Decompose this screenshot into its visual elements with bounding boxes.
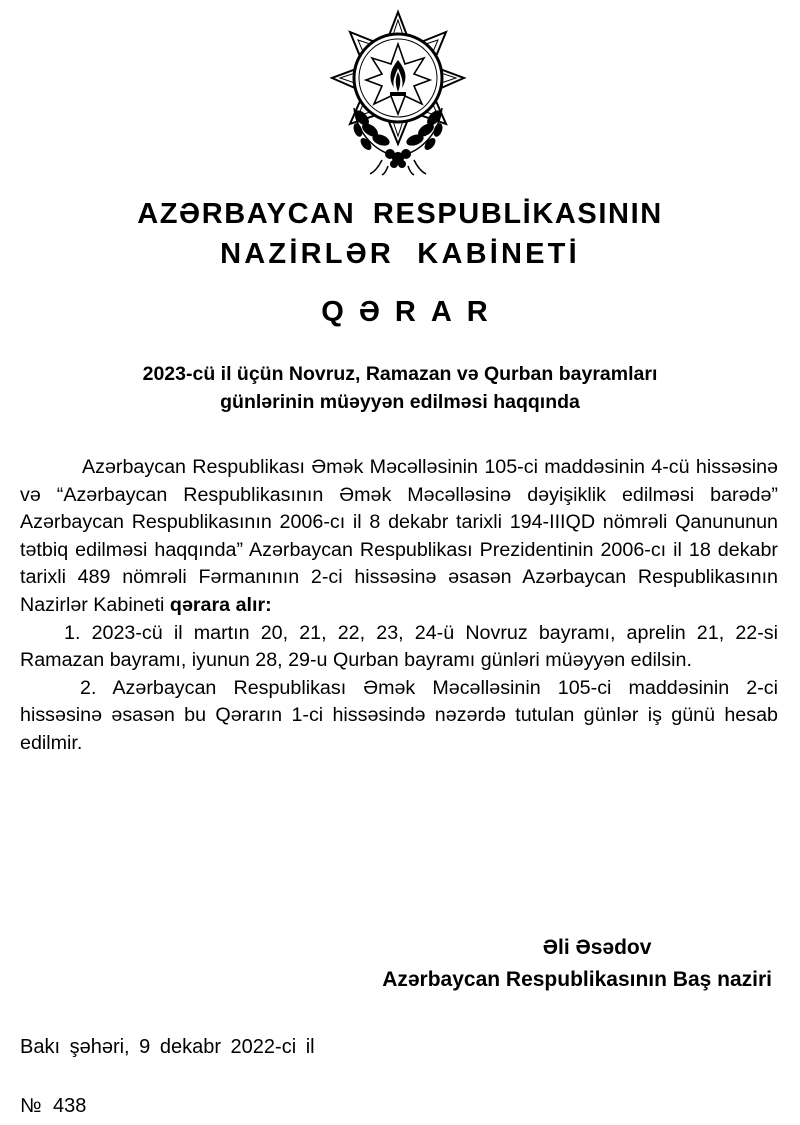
signer-name: Əli Əsədov [542,936,652,959]
document-subject [0,360,800,416]
organization-name-line1: AZƏRBAYCAN RESPUBLİKASININ [137,198,663,230]
subject-line2: günlərinin müəyyən edilməsi haqqında [220,391,580,413]
place-and-date: Bakı şəhəri, 9 dekabr 2022-ci il [20,1036,315,1058]
document-body [20,454,778,758]
decision-item-2: 2. Azərbaycan Respublikası Əmək Məcəlləsinin 105-ci maddəsinin 2-ci hissəsinə əsasən bu Qərarın 1-ci hissəsində nəzərdə tutulan günlər iş günü hesab edilmir. [20,676,778,754]
preamble-paragraph [20,454,778,620]
subject-line1: 2023-cü il üçün Novruz, Ramazan və Qurban bayramları [142,363,658,385]
signature-block [382,932,772,996]
signer-title: Azərbaycan Respublikasının Baş naziri [382,968,772,991]
preamble-text: Azərbaycan Respublikası Əmək Məcəlləsinin 105-ci maddəsinin 4-cü hissəsinə və “Azərbaycan Respublikasının Əmək Məcəlləsinə dəyişiklik edilməsi barədə” Azərbaycan Respublikasının 2006-cı il 8 dekabr tarixli 194-IIIQD nömrəli Qanununun tətbiq edilməsi haqqında” Azərbaycan Respublikası Prezidentinin 2006-cı il 18 dekabr tarixli 489 nömrəli Fərmanının 2-ci hissəsinə əsasən Azərbaycan Respublikasının Nazirlər Kabineti [20,456,778,616]
document-type-title: QƏRAR [321,296,503,328]
state-emblem-icon [328,8,468,176]
decision-item-1: 1. 2023-cü il martın 20, 21, 22, 23, 24-ü Novruz bayramı, aprelin 21, 22-si Ramazan bayramı, iyunun 28, 29-u Qurban bayramı günləri müəyyən edilsin. [20,621,778,672]
decision-phrase: qərara alır: [169,593,272,616]
organization-name-line2: NAZİRLƏR KABİNETİ [220,238,580,270]
document-number: № 438 [20,1095,87,1117]
